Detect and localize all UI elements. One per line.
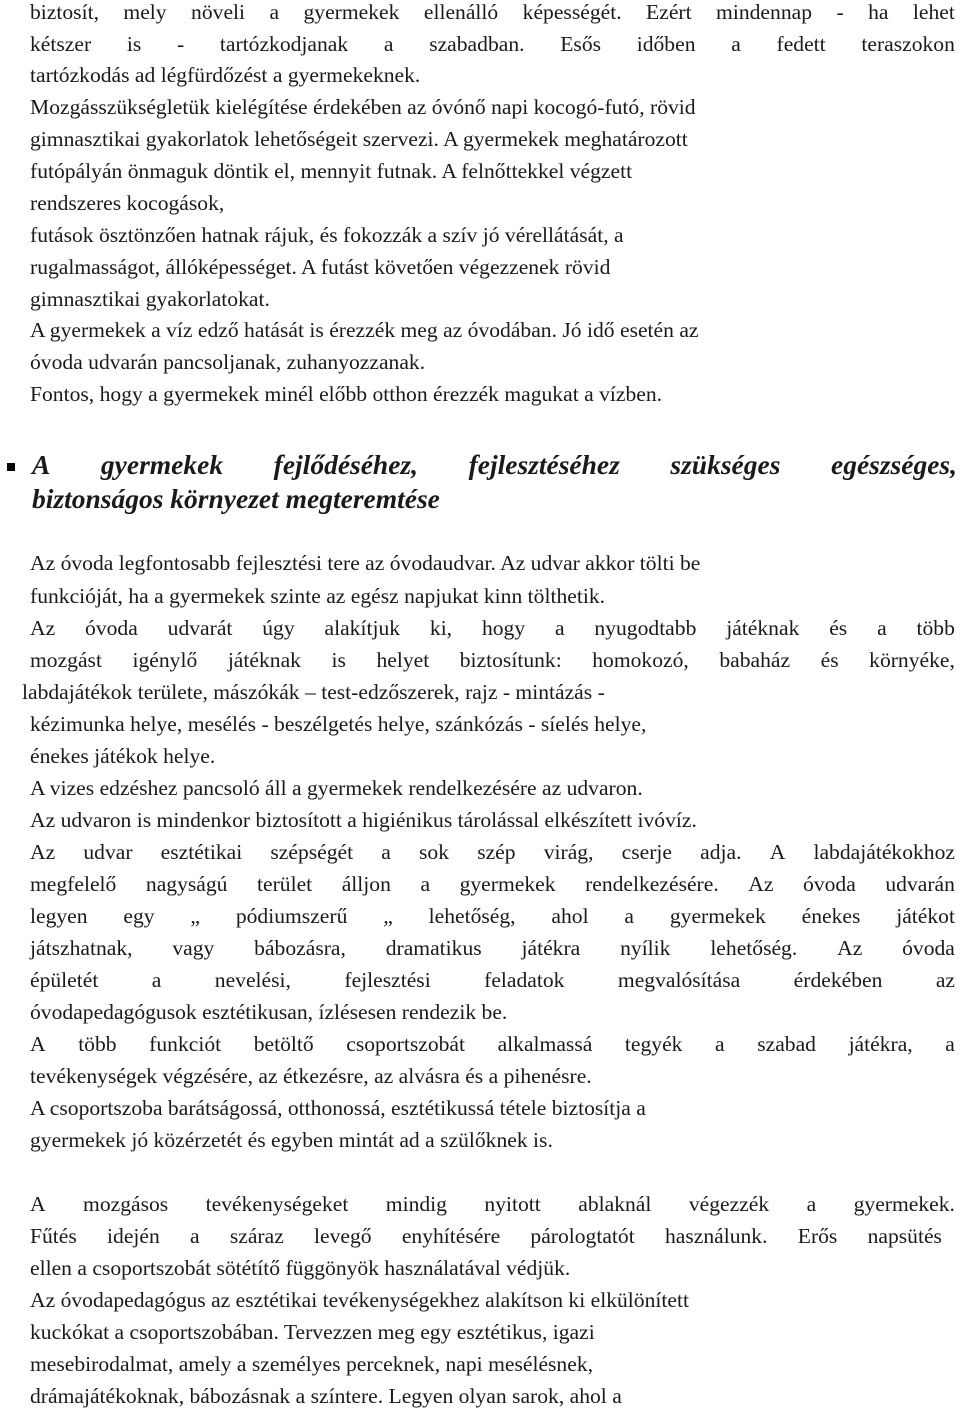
text-line: tevékenységek végzésére, az étkezésre, az alvásra és a pihenésre. [30,1064,592,1088]
word: teraszokon [861,32,955,56]
word: tartózkodjanak [219,32,349,56]
word: csoportszobát [346,1032,465,1056]
word: Az [30,840,56,864]
text-line: Fontos, hogy a gyermekek minél előbb otthon érezzék magukat a vízben. [30,382,663,406]
word: napsütés [867,1224,942,1248]
text-line: futópályán önmaguk döntik el, mennyit futnak. A felnőttekkel végzett [30,159,633,183]
word: udvar [83,840,133,864]
text-line: tartózkodás ad légfürdőzést a gyermekeknek. [30,63,421,87]
word: is [126,32,142,56]
text-line [30,1226,942,1248]
word: időben [636,32,696,56]
word: nyitott [484,1192,541,1216]
word: virág, [543,840,594,864]
word: fejlesztési [344,968,431,992]
word: gyermekek. [853,1192,955,1216]
word: feladatok [484,968,565,992]
text-line: rendszeres kocogások, [30,191,225,215]
text-line [30,650,955,672]
text-line: gyermekek jó közérzetét és egyben mintát ad a szülőknek is. [30,1128,553,1152]
word: igénylő [132,648,198,672]
word: lehet [912,0,955,24]
word: Erős [797,1224,838,1248]
text-line [30,1034,955,1056]
text-line: A vizes edzéshez pancsoló áll a gyermekek rendelkezésére az udvaron. [30,776,643,800]
word: mozgásos [83,1192,169,1216]
word: az [935,968,955,992]
text-line: kézimunka helye, mesélés - beszélgetés helye, szánkózás - síelés helye, [30,712,647,736]
word: mindennap [716,0,812,24]
word: óvoda [803,872,856,896]
word: a [715,1032,725,1056]
text-line [30,842,955,864]
word: a [190,1224,200,1248]
word: a [877,616,887,640]
text-line: Az óvodapedagógus az esztétikai tevékenységekhez alakítson ki elkülönített [30,1288,689,1312]
text-line: rugalmasságot, állóképességet. A futást követően végezzenek rövid [30,255,611,279]
word: tevékenységeket [205,1192,349,1216]
word: fejlesztéséhez [468,449,620,480]
word: játéknak [726,616,800,640]
word: a [383,32,394,56]
text-line: énekes játékok helye. [30,744,216,768]
word: játékra [521,936,581,960]
word: babaház [719,648,791,672]
word: mely [123,0,167,24]
word: érdekében [793,968,883,992]
word: óvoda [902,936,955,960]
word: és [829,616,848,640]
word: párologtatót [530,1224,635,1248]
word: biztosít, [30,0,99,24]
word: játékra, [848,1032,913,1056]
word: cserje [621,840,673,864]
word: „ [383,904,393,928]
word: óvoda [85,616,138,640]
word: úgy [262,616,295,640]
word: egészséges, [830,449,957,480]
word: is [331,648,346,672]
section-heading [32,451,957,479]
word: a [420,872,431,896]
word: enyhítésére [401,1224,501,1248]
word: a [806,1192,817,1216]
word: esztétikai [160,840,243,864]
word: funkciót [149,1032,222,1056]
word: adja. [700,840,742,864]
word: nevelési, [214,968,291,992]
text-line [30,938,955,960]
word: szabad [757,1032,816,1056]
text-line: Az óvoda legfontosabb fejlesztési tere az óvodaudvar. Az udvar akkor tölti be [30,551,701,575]
word: nyílik [620,936,671,960]
text-line: A gyermekek a víz edző hatását is érezzék meg az óvodában. Jó idő esetén az [30,318,699,342]
word: bábozásra, [254,936,346,960]
word: vagy [172,936,215,960]
word: Esős [560,32,602,56]
text-line: A csoportszoba barátságossá, otthonossá, esztétikussá tétele biztosítja a [30,1096,646,1120]
word: álljon [341,872,391,896]
word: végezzék [688,1192,770,1216]
word: szépségét [270,840,354,864]
word: fedett [776,32,826,56]
text-line [30,618,955,640]
text-line: óvodapedagógusok esztétikusan, ízlésesen rendezik be. [30,1000,508,1024]
word: Az [837,936,863,960]
text-line: óvoda udvarán pancsoljanak, zuhanyozzanak. [30,350,426,374]
word: szükséges [670,449,781,480]
word: terület [257,872,313,896]
word: épületét [30,968,99,992]
word: udvarán [885,872,955,896]
word: a [731,32,741,56]
word: gyermekek [459,872,556,896]
word: betöltő [253,1032,314,1056]
word: ki, [429,616,453,640]
text-line: ellen a csoportszobát sötétítő függönyök használatával védjük. [30,1256,571,1280]
word: Az [30,616,56,640]
word: szabadban. [429,32,525,56]
word: nyugodtabb [594,616,697,640]
word: udvarát [167,616,233,640]
word: a [945,1032,955,1056]
word: ablaknál [578,1192,652,1216]
word: tegyék [624,1032,683,1056]
word: játékot [896,904,955,928]
section-heading-continuation: biztonságos környezet megteremtése [32,483,440,514]
word: a [151,968,162,992]
word: hogy [481,616,526,640]
word: A [769,840,786,864]
word: alkalmassá [497,1032,593,1056]
text-line: gimnasztikai gyakorlatok lehetőségeit szervezi. A gyermekek meghatározott [30,127,688,151]
text-line [30,2,955,24]
word: mozgást [30,648,102,672]
text-line [30,970,955,992]
word: lehetőség. [710,936,798,960]
word: alakítjuk [324,616,401,640]
word: játszhatnak, [30,936,133,960]
text-line: mesebirodalmat, amely a személyes perceknek, napi mesélésnek, [30,1352,594,1376]
word: több [78,1032,117,1056]
word: egy [123,904,155,928]
word: a [554,616,565,640]
word: használunk. [664,1224,768,1248]
word: mindig [385,1192,447,1216]
word: szép [477,840,516,864]
word: pódiumszerű [235,904,348,928]
word: levegő [314,1224,372,1248]
bullet-square-icon [7,463,15,471]
word: Fűtés [30,1224,77,1248]
word: lehetőség, [428,904,516,928]
word: A [30,1032,46,1056]
word: legyen [30,904,88,928]
word: ha [868,0,889,24]
text-line [30,906,955,928]
word: környéke, [869,648,955,672]
text-line [30,1194,955,1216]
text-line: funkcióját, ha a gyermekek szinte az egész napjukat kinn tölthetik. [30,584,606,608]
word: kétszer [30,32,92,56]
word: képességét. [522,0,622,24]
word: a [624,904,635,928]
text-line: Az udvaron is mindenkor biztosított a higiénikus tárolással elkészített ivóvíz. [30,808,697,832]
text-line: drámajátékoknak, bábozásnak a színtere. Legyen olyan sarok, ahol a [30,1384,622,1408]
text-line: labdajátékok területe, mászókák – test-edzőszerek, rajz - mintázás - [22,680,605,704]
word: idején [107,1224,160,1248]
word: megfelelő [30,872,117,896]
word: ahol [551,904,589,928]
text-line: gimnasztikai gyakorlatokat. [30,287,270,311]
text-line [30,34,955,56]
word: Az [748,872,774,896]
word: és [820,648,839,672]
word: - [176,32,185,56]
word: nagyságú [145,872,228,896]
word: a [269,0,280,24]
word: több [916,616,955,640]
word: rendelkezésére. [585,872,719,896]
word: helyet [376,648,430,672]
word: biztosítunk: [459,648,562,672]
word: száraz [229,1224,284,1248]
word: „ [190,904,200,928]
word: A [32,449,51,480]
word: dramatikus [385,936,482,960]
word: homokozó, [592,648,689,672]
word: - [836,0,844,24]
word: A [30,1192,46,1216]
text-line [30,874,955,896]
text-line: kuckókat a csoportszobában. Tervezzen meg egy esztétikus, igazi [30,1320,595,1344]
word: a [381,840,391,864]
word: növeli [191,0,246,24]
word: fejlődéséhez, [273,449,419,480]
word: gyermekek [100,449,224,480]
text-line: futások ösztönzően hatnak rájuk, és fokozzák a szív jó vérellátását, a [30,223,624,247]
word: gyermekek [303,0,400,24]
word: sok [419,840,450,864]
word: ellenálló [423,0,499,24]
word: játéknak [227,648,301,672]
word: Ezért [646,0,692,24]
word: megvalósítása [617,968,741,992]
word: labdajátékokhoz [813,840,955,864]
word: énekes [801,904,861,928]
text-line: Mozgásszükségletük kielégítése érdekében az óvónő napi kocogó-futó, rövid [30,95,696,119]
word: gyermekek [669,904,766,928]
